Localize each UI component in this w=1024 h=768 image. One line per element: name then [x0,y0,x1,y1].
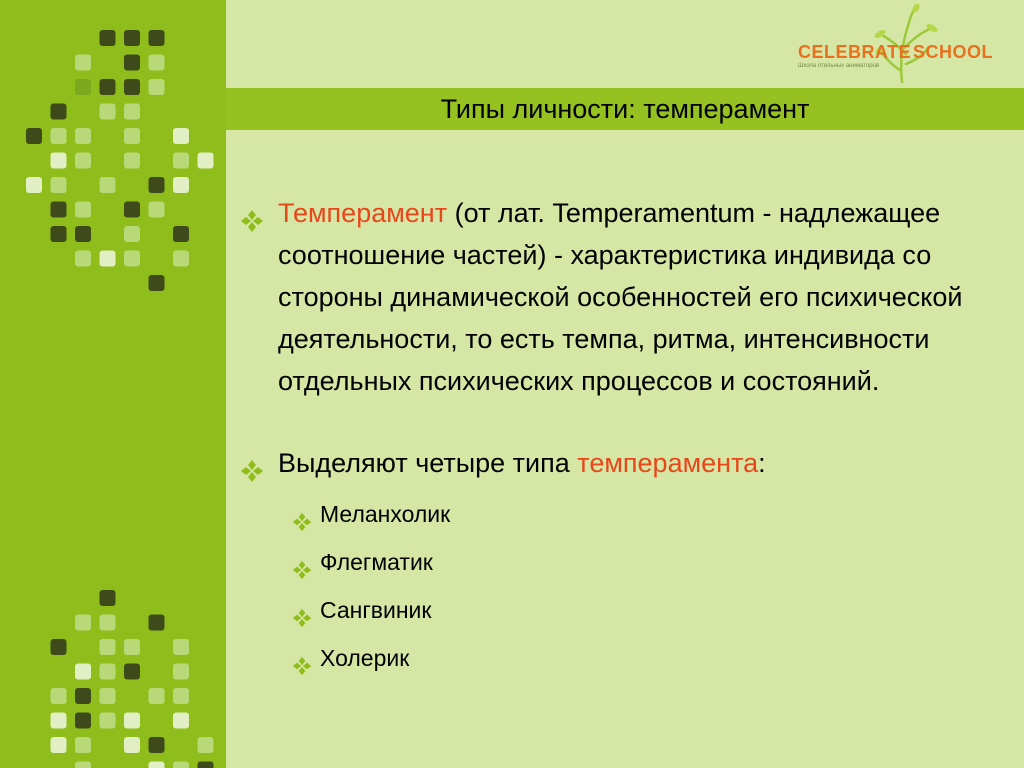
bullet-four-types [240,442,980,495]
pattern-square [149,177,165,193]
pattern-square [124,128,140,144]
pattern-square [75,713,91,729]
pattern-square [173,226,189,242]
slide-content [240,192,980,687]
types-prefix: Выделяют четыре типа [278,448,578,478]
list-item-type [292,543,980,591]
pattern-square [198,153,214,169]
pattern-square [124,30,140,46]
pattern-square [75,737,91,753]
pattern-square [173,762,189,768]
logo-word-school: SCHOOL [913,42,994,62]
pattern-square [173,153,189,169]
pattern-square [75,79,91,95]
pattern-square [75,55,91,71]
pattern-square [100,177,116,193]
pattern-square [51,688,67,704]
pattern-square [100,615,116,631]
pattern-square [100,664,116,680]
pattern-square [124,639,140,655]
pattern-square [26,128,42,144]
pattern-square [51,713,67,729]
pattern-square [149,55,165,71]
pattern-square [75,688,91,704]
pattern-square [198,762,214,768]
square-pattern-decoration [0,0,226,768]
pattern-square [124,104,140,120]
pattern-square [100,688,116,704]
slide-title: Типы личности: темперамент [440,94,810,124]
pattern-square [51,737,67,753]
pattern-square [124,737,140,753]
list-item-type [292,495,980,543]
pattern-square [173,128,189,144]
pattern-square [100,30,116,46]
term-temperament: Темперамент [278,198,448,228]
pattern-square [124,713,140,729]
pattern-square [51,639,67,655]
pattern-square [124,79,140,95]
bullet-text [278,192,980,402]
pattern-square [124,226,140,242]
definition-text: (от лат. Temperamentum - надлежащее соотношение частей) - характеристика индивида со стороны динамической особенностей его психической деятельности, то есть темпа, ритма, интенсивности отдельных психических процессов и состояний. [278,198,963,396]
pattern-square [173,639,189,655]
list-item-type [292,639,980,687]
pattern-square [75,153,91,169]
pattern-square [51,104,67,120]
pattern-square [75,615,91,631]
pattern-square [149,275,165,291]
list-item-type [292,591,980,639]
pattern-square [51,128,67,144]
pattern-square [100,639,116,655]
pattern-square [149,202,165,218]
pattern-square [75,202,91,218]
pattern-square [75,664,91,680]
pattern-square [124,202,140,218]
pattern-square [75,226,91,242]
pattern-square [100,713,116,729]
pattern-square [124,251,140,267]
pattern-square [173,664,189,680]
type-label: Холерик [320,645,410,671]
pattern-square [75,762,91,768]
types-suffix: : [758,448,766,478]
pattern-square [51,153,67,169]
four-diamond-bullet-icon [292,601,312,639]
four-diamond-bullet-icon [292,505,312,543]
pattern-square [51,202,67,218]
pattern-square [173,688,189,704]
logo-tagline: Школа отельных аниматоров [798,63,880,69]
pattern-square [75,128,91,144]
celebrate-school-logo [776,4,1006,84]
pattern-square [124,55,140,71]
pattern-square [173,177,189,193]
type-label: Меланхолик [320,501,451,527]
pattern-square [149,737,165,753]
pattern-square [100,79,116,95]
pattern-square [100,590,116,606]
type-label: Флегматик [320,549,433,575]
term-temperament-genitive: темперамента [577,448,759,478]
pattern-square [100,251,116,267]
pattern-square [51,177,67,193]
pattern-square [51,226,67,242]
pattern-square [173,251,189,267]
pattern-square [75,251,91,267]
pattern-square [173,713,189,729]
four-diamond-bullet-icon [240,453,264,495]
logo-word-celebrate: CELEBRATE [798,42,912,62]
pattern-square [26,177,42,193]
bullet-temperament-definition [240,192,980,402]
four-diamond-bullet-icon [292,553,312,591]
four-diamond-bullet-icon [240,203,264,245]
pattern-square [124,664,140,680]
pattern-square [198,737,214,753]
type-label: Сангвиник [320,597,432,623]
pattern-square [124,153,140,169]
pattern-square [100,104,116,120]
pattern-square [149,615,165,631]
pattern-square [149,79,165,95]
decorative-left-panel [0,0,226,768]
pattern-square [149,762,165,768]
bullet-text [278,442,766,484]
pattern-square [149,30,165,46]
four-diamond-bullet-icon [292,649,312,687]
pattern-square [149,688,165,704]
